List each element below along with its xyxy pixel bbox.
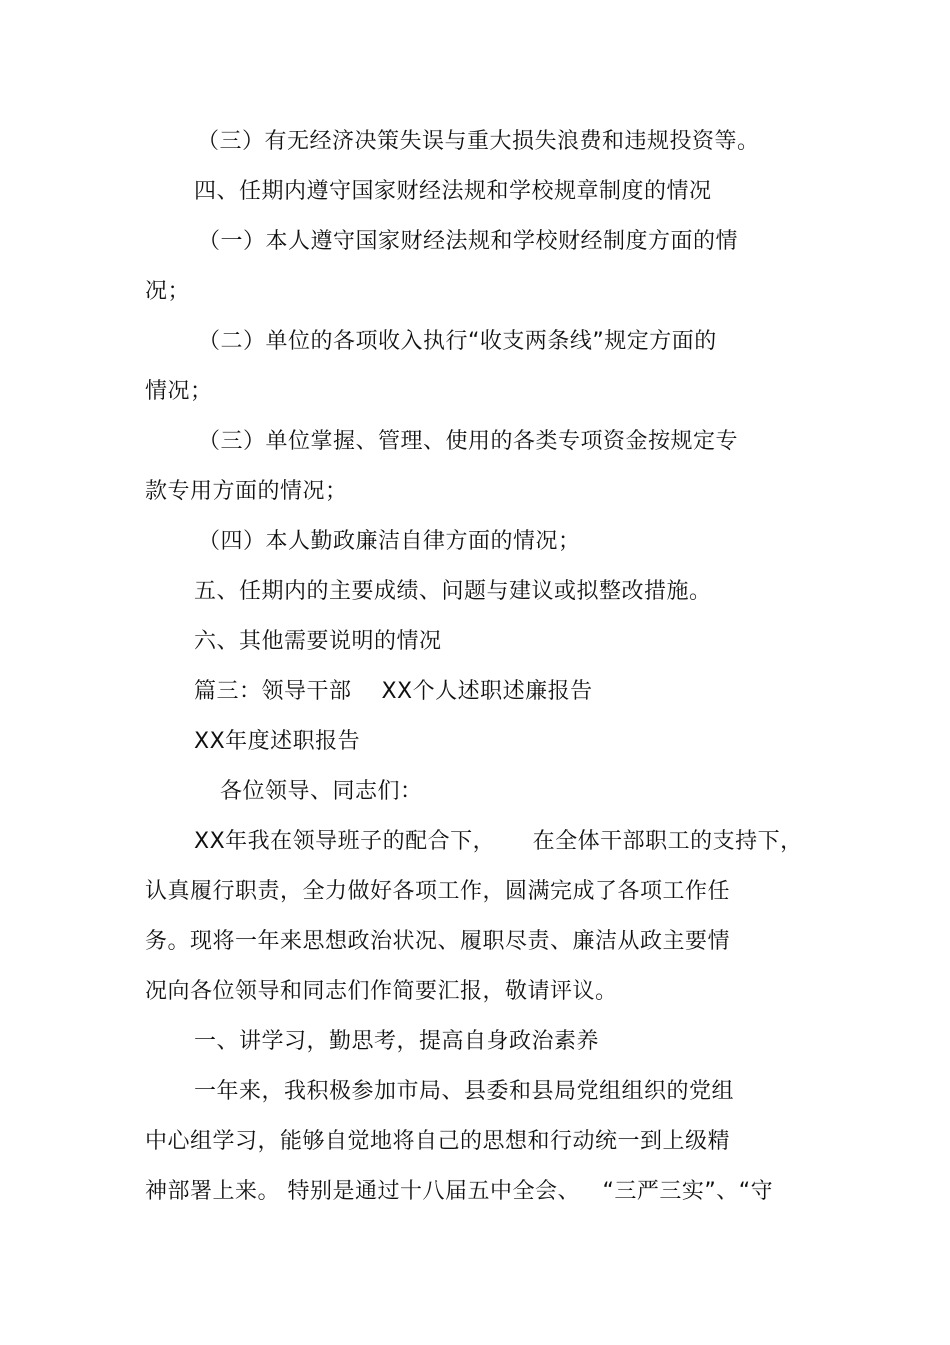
text-line: （一）本人遵守国家财经法规和学校财经制度方面的情 — [198, 229, 739, 254]
report-title: XX年度述职报告 — [194, 729, 361, 754]
section-heading: 五、任期内的主要成绩、问题与建议或拟整改措施。 — [194, 579, 712, 604]
text-line: 中心组学习，能够自觉地将自己的思想和行动统一到上级精 — [145, 1129, 731, 1154]
section-heading: 四、任期内遵守国家财经法规和学校规章制度的情况 — [194, 179, 712, 204]
text-line: 情况； — [145, 379, 213, 404]
text-line: 况； — [145, 279, 191, 304]
salutation: 各位领导、同志们： — [220, 779, 423, 804]
text-line: （四）本人勤政廉洁自律方面的情况； — [198, 529, 581, 554]
text-line: 务。现将一年来思想政治状况、履职尽责、廉洁从政主要情 — [145, 929, 731, 954]
text-line: 况向各位领导和同志们作简要汇报，敬请评议。 — [145, 979, 618, 1004]
chapter-title: 篇三：领导干部 XX个人述职述廉报告 — [194, 679, 593, 704]
text-line: 认真履行职责，全力做好各项工作，圆满完成了各项工作任 — [145, 879, 731, 904]
text-line: XX年我在领导班子的配合下， 在全体干部职工的支持下， — [194, 829, 803, 854]
text-line: （三）有无经济决策失误与重大损失浪费和违规投资等。 — [197, 129, 760, 154]
text-line: 款专用方面的情况； — [145, 479, 348, 504]
text-line: （二）单位的各项收入执行“收支两条线”规定方面的 — [198, 329, 717, 354]
section-heading: 一、讲学习，勤思考，提高自身政治素养 — [194, 1029, 600, 1054]
text-line: 神部署上来。 特别是通过十八届五中全会、 “三严三实”、“守 — [145, 1179, 774, 1204]
section-heading: 六、其他需要说明的情况 — [194, 629, 442, 654]
text-line: 一年来，我积极参加市局、县委和县局党组组织的党组 — [194, 1079, 735, 1104]
text-line: （三）单位掌握、管理、使用的各类专项资金按规定专 — [198, 429, 739, 454]
